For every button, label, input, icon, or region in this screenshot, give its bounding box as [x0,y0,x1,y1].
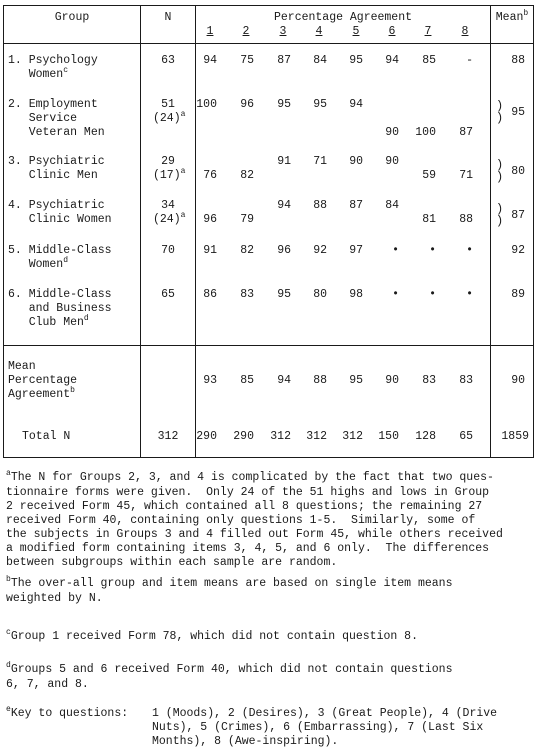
row-5-label-line: Women$^d$ [8,256,69,271]
row-2-b-cell-q7: 100 [415,126,436,139]
mean-row-cell-q4: 88 [313,374,327,387]
total-row-cell-q6: 150 [378,430,399,443]
mean-row-label-line: Percentage [8,374,78,387]
question-header-6: 6 [388,25,396,38]
total-row-cell-q3: 312 [270,430,291,443]
table-top-rule [3,5,533,6]
row-4-bracket-bottom: ) [496,214,504,228]
total-row-cell-q4: 312 [306,430,327,443]
row-3-b-cell-q8: 71 [459,169,473,182]
mean-row-cell-q7: 83 [422,374,436,387]
header-percentage-agreement: Percentage Agreement [273,11,413,24]
row-3-label-line: Clinic Men [8,169,98,182]
question-header-2: 2 [242,25,250,38]
row-5-a-cell-q3: 96 [277,244,291,257]
footnote-e-text: 1 (Moods), 2 (Desires), 3 (Great People), 4 (Drive Nuts), 5 (Crimes), 6 (Embarrassing), 7 (Last Six Months), 8 (Awe-inspiring). [152,707,498,748]
row-5-a-cell-q6: • [392,244,399,257]
total-row-cell-q2: 290 [233,430,254,443]
row-4-a-cell-q6: 84 [385,199,399,212]
header-mean: Mean$^b$ [495,9,529,24]
row-2-n-sub: $(24)^a$ [153,110,186,125]
footnote-d: $^d$Groups 5 and 6 received Form 40, which did not contain questions 6, 7, and 8. [6,661,453,691]
total-row-n: 312 [157,430,179,443]
mean-row-cell-q1: 93 [203,374,217,387]
row-5-n: 70 [161,244,175,257]
header-n: N [164,11,172,24]
row-1-label-line: 1. Psychology [8,54,98,67]
mean-row-cell-q3: 94 [277,374,291,387]
row-6-a-cell-q7: • [429,288,436,301]
row-4-mean: 87 [511,209,525,222]
row-2-mean: 95 [511,106,525,119]
row-6-a-cell-q5: 98 [349,288,363,301]
mean-row-cell-q2: 85 [240,374,254,387]
row-6-a-cell-q1: 86 [203,288,217,301]
total-row-cell-q8: 65 [459,430,473,443]
row-6-a-cell-q8: • [466,288,473,301]
header-group: Group [54,11,90,24]
row-6-label-line: Club Men$^d$ [8,314,89,329]
row-3-b-cell-q7: 59 [422,169,436,182]
total-row-cell-q7: 128 [415,430,436,443]
row-4-label-line: Clinic Women [8,213,112,226]
row-6-a-cell-q6: • [392,288,399,301]
row-2-label-line: Service [8,112,78,125]
row-1-a-cell-q6: 94 [385,54,399,67]
row-3-n: 29 [161,155,175,168]
body-mid-rule [3,345,533,346]
question-header-3: 3 [279,25,287,38]
row-5-a-cell-q4: 92 [313,244,327,257]
row-5-mean: 92 [511,244,525,257]
row-4-a-cell-q4: 88 [313,199,327,212]
row-6-label-line: and Business [8,302,112,315]
question-header-7: 7 [424,25,432,38]
row-4-label-line: 4. Psychiatric [8,199,105,212]
footnote-a: $^a$The N for Groups 2, 3, and 4 is complicated by the fact that two ques- tionnaire forms were given. Only 24 of the 51 highs and lows in Group 2 received Form 45, which contained all 8 questions; the remaining 27 received Form 40, containing only questions 1-5. Similarly, some of the subjects in Groups 3 and 4 filled out Form 45, while others received a modified form containing items 3, 4, 5, and 6 only. The differences between subgroups within each sample are random. [6,469,503,569]
question-header-4: 4 [315,25,323,38]
footnote-c: $^c$Group 1 received Form 78, which did not contain question 8. [6,628,418,643]
question-header-5: 5 [352,25,360,38]
row-2-bracket-bottom: ) [496,111,504,125]
row-1-mean: 88 [511,54,525,67]
col-rule-left [3,5,4,458]
row-1-a-cell-q2: 75 [240,54,254,67]
row-2-a-cell-q4: 95 [313,98,327,111]
row-2-n: 51 [161,98,175,111]
row-3-b-cell-q2: 82 [240,169,254,182]
row-3-label-line: 3. Psychiatric [8,155,105,168]
row-3-a-cell-q4: 71 [313,155,327,168]
total-row-mean: 1859 [501,430,529,443]
row-2-label-line: Veteran Men [8,126,105,139]
header-bottom-rule [3,43,533,44]
total-row-label: Total N [22,430,71,443]
table-bottom-rule [3,457,533,458]
mean-row-label-line: Mean [8,360,36,373]
row-3-a-cell-q6: 90 [385,155,399,168]
total-row-cell-q5: 312 [342,430,363,443]
row-4-b-cell-q7: 81 [422,213,436,226]
mean-row-mean: 90 [511,374,525,387]
mean-row-cell-q5: 95 [349,374,363,387]
row-3-bracket-bottom: ) [496,170,504,184]
row-4-a-cell-q3: 94 [277,199,291,212]
row-5-a-cell-q2: 82 [240,244,254,257]
row-4-b-cell-q2: 79 [240,213,254,226]
row-2-a-cell-q3: 95 [277,98,291,111]
row-5-a-cell-q8: • [466,244,473,257]
row-6-mean: 89 [511,288,525,301]
row-6-label-line: 6. Middle-Class [8,288,112,301]
row-5-label-line: 5. Middle-Class [8,244,112,257]
row-4-b-cell-q8: 88 [459,213,473,226]
row-2-a-cell-q5: 94 [349,98,363,111]
col-rule-right [533,5,534,458]
row-4-n-sub: $(24)^a$ [153,211,186,226]
row-6-n: 65 [161,288,175,301]
row-1-a-cell-q8: - [466,54,473,67]
row-1-n: 63 [161,54,175,67]
col-rule-pct [490,5,491,458]
mean-row-label-line: Agreement$^b$ [8,386,75,401]
row-5-a-cell-q7: • [429,244,436,257]
row-6-a-cell-q4: 80 [313,288,327,301]
row-2-b-cell-q6: 90 [385,126,399,139]
row-4-bracket-top: ) [496,202,504,216]
row-6-a-cell-q3: 95 [277,288,291,301]
row-3-a-cell-q3: 91 [277,155,291,168]
col-rule-group [140,5,141,458]
row-6-a-cell-q2: 83 [240,288,254,301]
col-rule-n [195,5,196,458]
row-1-label-line: Women$^c$ [8,66,69,81]
row-5-a-cell-q5: 97 [349,244,363,257]
row-2-b-cell-q8: 87 [459,126,473,139]
mean-row-cell-q8: 83 [459,374,473,387]
footnote-e-label: $^e$Key to questions: [6,705,129,720]
row-3-n-sub: $(17)^a$ [153,167,186,182]
row-2-a-cell-q1: 100 [196,98,217,111]
row-1-a-cell-q4: 84 [313,54,327,67]
row-4-n: 34 [161,199,175,212]
row-4-a-cell-q5: 87 [349,199,363,212]
row-4-b-cell-q1: 96 [203,213,217,226]
question-header-8: 8 [461,25,469,38]
row-1-a-cell-q1: 94 [203,54,217,67]
row-2-a-cell-q2: 96 [240,98,254,111]
row-3-mean: 80 [511,165,525,178]
row-3-bracket-top: ) [496,158,504,172]
question-header-1: 1 [206,25,214,38]
row-1-a-cell-q3: 87 [277,54,291,67]
total-row-cell-q1: 290 [196,430,217,443]
row-5-a-cell-q1: 91 [203,244,217,257]
row-2-label-line: 2. Employment [8,98,98,111]
row-1-a-cell-q7: 85 [422,54,436,67]
row-3-b-cell-q1: 76 [203,169,217,182]
row-3-a-cell-q5: 90 [349,155,363,168]
row-1-a-cell-q5: 95 [349,54,363,67]
mean-row-cell-q6: 90 [385,374,399,387]
footnote-b: $^b$The over-all group and item means are based on single item means weighted by N. [6,575,453,605]
row-2-bracket-top: ) [496,99,504,113]
